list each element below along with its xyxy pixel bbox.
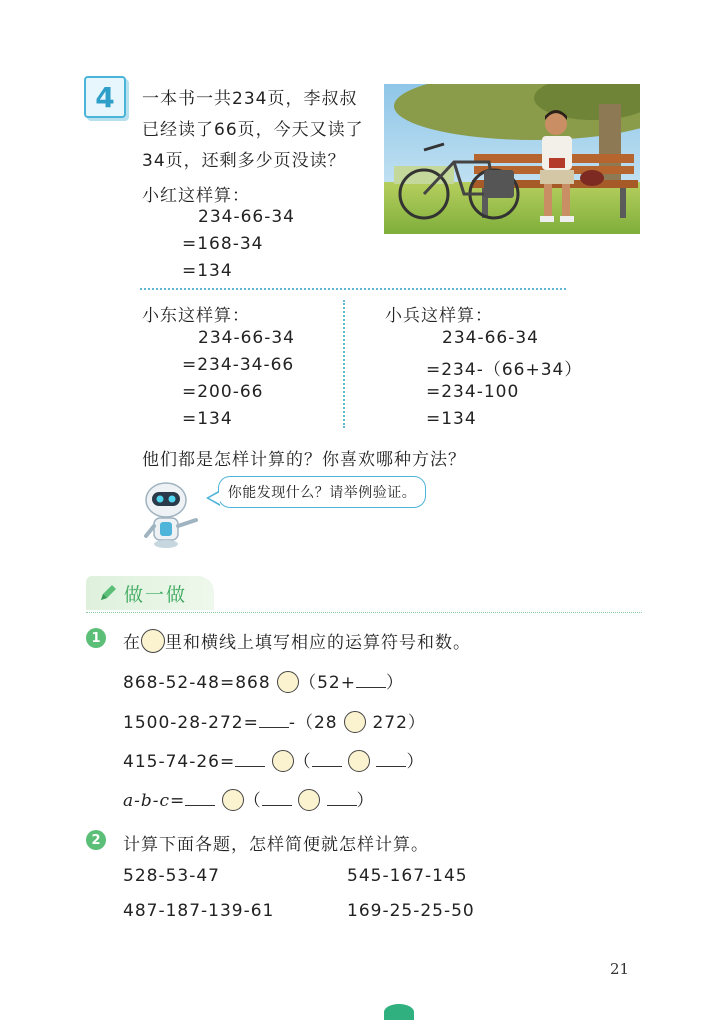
xiaohong-step-1: 234-66-34 xyxy=(198,207,295,227)
q1-line-3-mid: （ xyxy=(293,752,312,772)
dotted-divider-vertical xyxy=(343,300,345,428)
xiaobing-step-4: =134 xyxy=(426,409,477,429)
xiaodong-label: 小东这样算： xyxy=(142,306,250,326)
q1-line-4-mid: （ xyxy=(243,791,262,811)
operator-circle[interactable] xyxy=(277,671,299,693)
practice-section-header xyxy=(86,576,214,610)
q1-line-3-right: ） xyxy=(406,752,425,772)
q1-line-4-left: a-b-c= xyxy=(123,791,186,811)
question-2-number: 2 xyxy=(86,830,106,850)
question-1-text-before: 在 xyxy=(123,633,141,653)
question-line-2: 已经读了66页，今天又读了 xyxy=(142,120,364,140)
fill-blank[interactable] xyxy=(262,791,292,806)
q2-item-4: 169-25-25-50 xyxy=(347,901,475,921)
xiaobing-step-3: =234-100 xyxy=(426,382,520,402)
operator-circle[interactable] xyxy=(298,789,320,811)
operator-circle[interactable] xyxy=(272,750,294,772)
question-1-instruction xyxy=(123,628,471,653)
operator-circle[interactable] xyxy=(344,711,366,733)
xiaodong-step-4: =134 xyxy=(182,409,233,429)
q1-line-2-left: 1500-28-272= xyxy=(123,713,259,733)
q2-item-3: 487-187-139-61 xyxy=(123,901,275,921)
question-1-number: 1 xyxy=(86,628,106,648)
q1-line-3-left: 415-74-26= xyxy=(123,752,236,772)
xiaobing-label: 小兵这样算： xyxy=(385,306,493,326)
xiaohong-step-3: =134 xyxy=(182,261,233,281)
speech-bubble xyxy=(218,476,426,508)
fill-blank[interactable] xyxy=(185,791,215,806)
practice-header-rule xyxy=(86,612,642,613)
q1-line-2-right: 272） xyxy=(372,713,426,733)
q1-line-1 xyxy=(123,668,404,693)
xiaobing-step-1: 234-66-34 xyxy=(442,328,539,348)
reading-man-bench-illustration xyxy=(384,84,640,234)
q1-line-4 xyxy=(123,786,375,811)
bottom-page-tab xyxy=(384,1004,414,1020)
q1-line-2-mid: -（28 xyxy=(288,713,338,733)
fill-blank[interactable] xyxy=(259,713,289,728)
q1-line-2 xyxy=(123,708,426,733)
robot-mascot-icon xyxy=(140,478,210,550)
q1-line-4-right: ） xyxy=(356,791,375,811)
question-1-text-after: 里和横线上填写相应的运算符号和数。 xyxy=(165,633,471,653)
q1-line-1-right: ） xyxy=(385,673,404,693)
pencil-icon xyxy=(98,583,118,603)
q1-line-3 xyxy=(123,747,424,772)
question-line-1: 一本书一共234页，李叔叔 xyxy=(142,89,358,109)
dotted-divider-horizontal xyxy=(140,288,566,290)
speech-bubble-tail-inner xyxy=(209,492,220,504)
question-2-instruction: 计算下面各题，怎样简便就怎样计算。 xyxy=(123,835,429,855)
fill-blank[interactable] xyxy=(327,791,357,806)
question-line-3: 34页，还剩多少页没读？ xyxy=(142,151,346,171)
fill-blank[interactable] xyxy=(235,752,265,767)
practice-section-title: 做一做 xyxy=(124,583,188,606)
speech-bubble-text: 你能发现什么？请举例验证。 xyxy=(227,485,417,501)
operator-circle[interactable] xyxy=(348,750,370,772)
xiaodong-step-1: 234-66-34 xyxy=(198,328,295,348)
answer-circle xyxy=(141,629,165,653)
fill-blank[interactable] xyxy=(376,752,406,767)
xiaohong-label: 小红这样算： xyxy=(142,186,250,206)
page-number: 21 xyxy=(610,960,630,978)
q2-item-1: 528-53-47 xyxy=(123,866,220,886)
operator-circle[interactable] xyxy=(222,789,244,811)
fill-blank[interactable] xyxy=(356,673,386,688)
q1-line-1-mid: （52+ xyxy=(299,673,356,693)
example-number-badge: 4 xyxy=(84,76,126,118)
fill-blank[interactable] xyxy=(312,752,342,767)
q2-item-2: 545-167-145 xyxy=(347,866,468,886)
xiaobing-step-2: =234-（66+34） xyxy=(426,360,583,380)
xiaodong-step-3: =200-66 xyxy=(182,382,264,402)
q1-line-1-left: 868-52-48=868 xyxy=(123,673,271,693)
xiaodong-step-2: =234-34-66 xyxy=(182,355,295,375)
xiaohong-step-2: =168-34 xyxy=(182,234,264,254)
discussion-prompt: 他们都是怎样计算的？你喜欢哪种方法？ xyxy=(142,450,466,470)
